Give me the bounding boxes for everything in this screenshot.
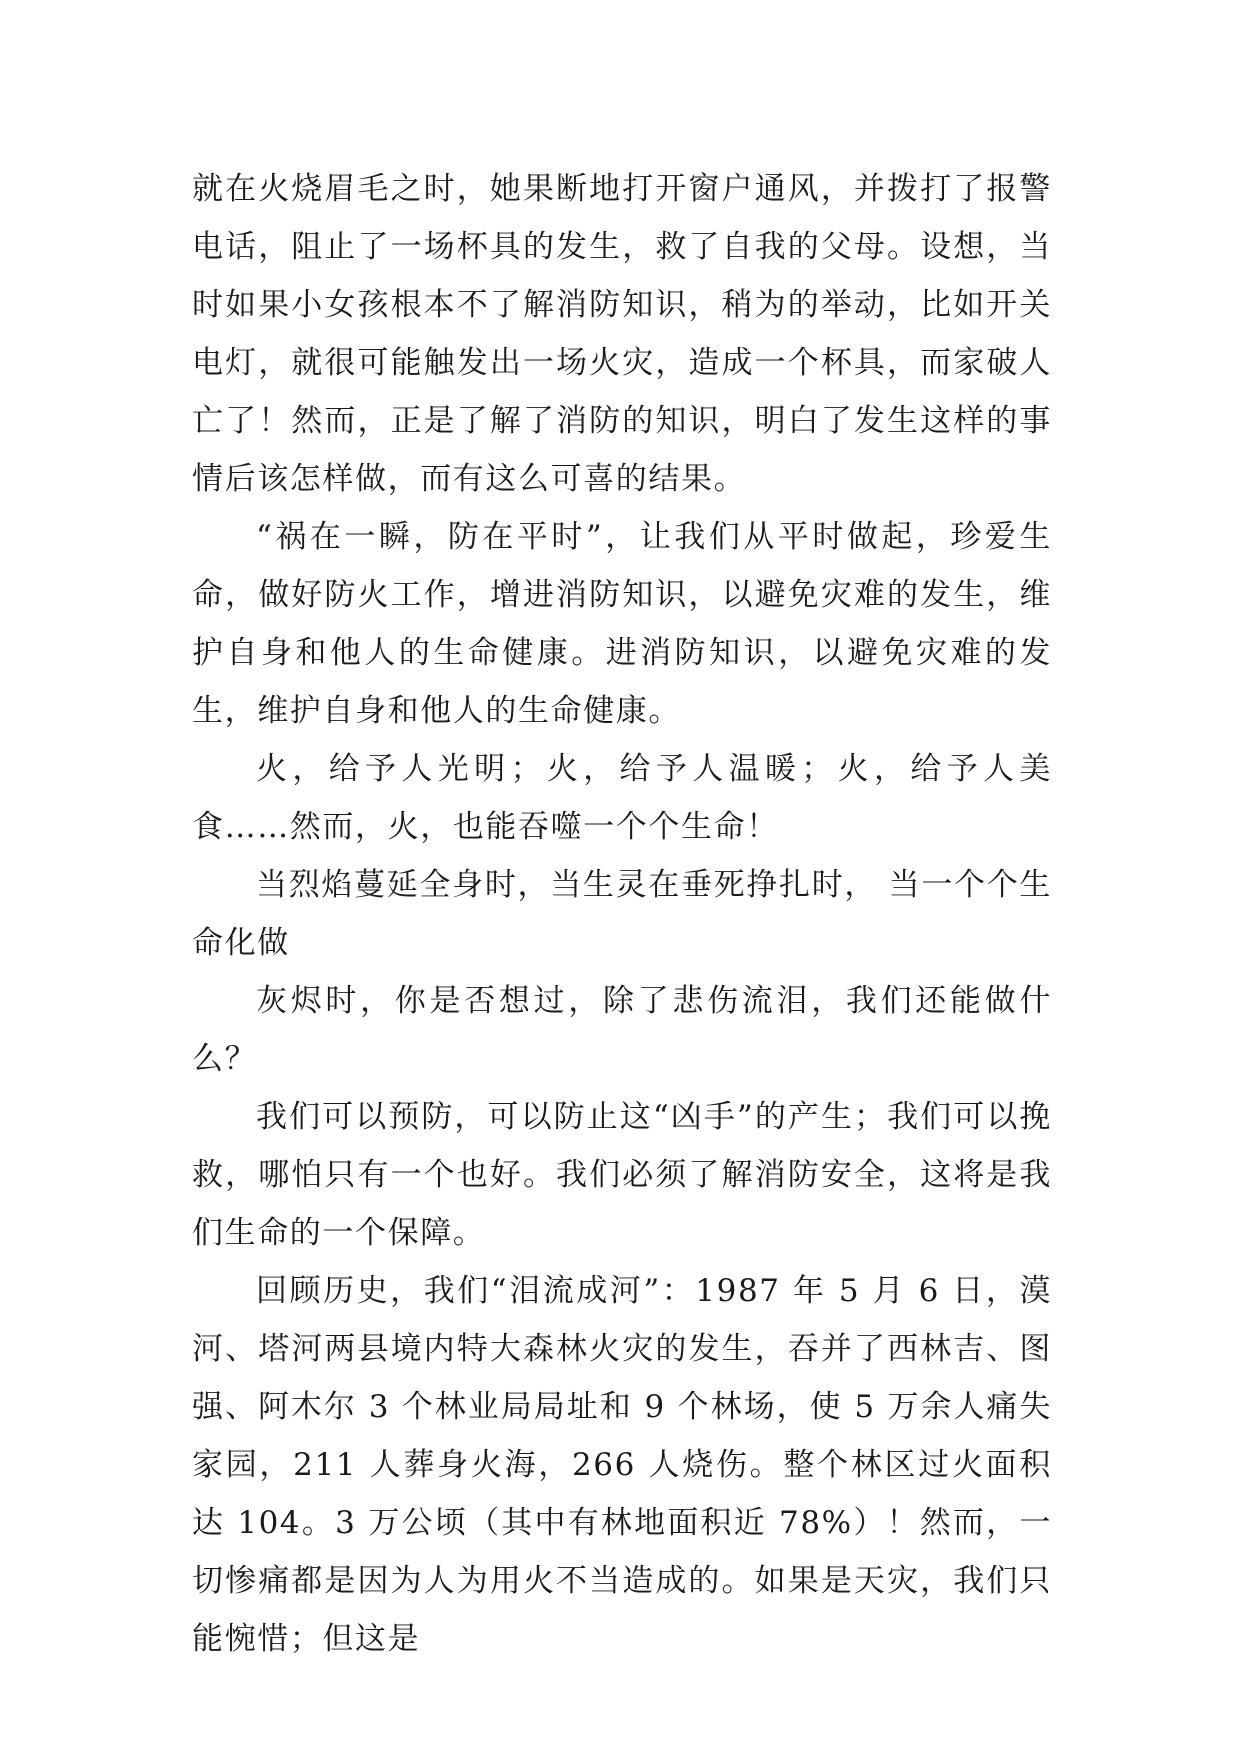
paragraph-7: 回顾历史，我们“泪流成河”：1987 年 5 月 6 日，漠河、塔河两县境内特大森林火灾的发生，吞并了西林吉、图强、阿木尔 3 个林业局局址和 9 个林场，使 5 万余人痛失家园，211 人葬身火海，266 人烧伤。整个林区过火面积达 104。3 万公顷（其中有林地面积近 78%）！然而，一切惨痛都是因为人为用火不当造成的。如果是天灾，我们只能惋惜；但这是 [192, 1273, 1052, 1657]
paragraph-5: 灰烬时，你是否想过，除了悲伤流泪，我们还能做什么？ [192, 983, 1052, 1077]
paragraph-3: 火，给予人光明；火，给予人温暖；火，给予人美食……然而，火，也能吞噬一个个生命！ [192, 751, 1052, 845]
document-body [192, 160, 1052, 1668]
paragraph-4: 当烈焰蔓延全身时，当生灵在垂死挣扎时， 当一个个生命化做 [192, 867, 1052, 961]
paragraph-2: “祸在一瞬，防在平时”，让我们从平时做起，珍爱生命，做好防火工作，增进消防知识，以避免灾难的发生，维护自身和他人的生命健康。进消防知识，以避免灾难的发生，维护自身和他人的生命健康。 [192, 519, 1052, 729]
paragraph-1: 就在火烧眉毛之时，她果断地打开窗户通风，并拨打了报警电话，阻止了一场杯具的发生，救了自我的父母。设想，当时如果小女孩根本不了解消防知识，稍为的举动，比如开关电灯，就很可能触发出一场火灾，造成一个杯具，而家破人亡了！然而，正是了解了消防的知识，明白了发生这样的事情后该怎样做，而有这么可喜的结果。 [192, 171, 1052, 497]
paragraph-6: 我们可以预防，可以防止这“凶手”的产生；我们可以挽救，哪怕只有一个也好。我们必须了解消防安全，这将是我们生命的一个保障。 [192, 1099, 1052, 1251]
